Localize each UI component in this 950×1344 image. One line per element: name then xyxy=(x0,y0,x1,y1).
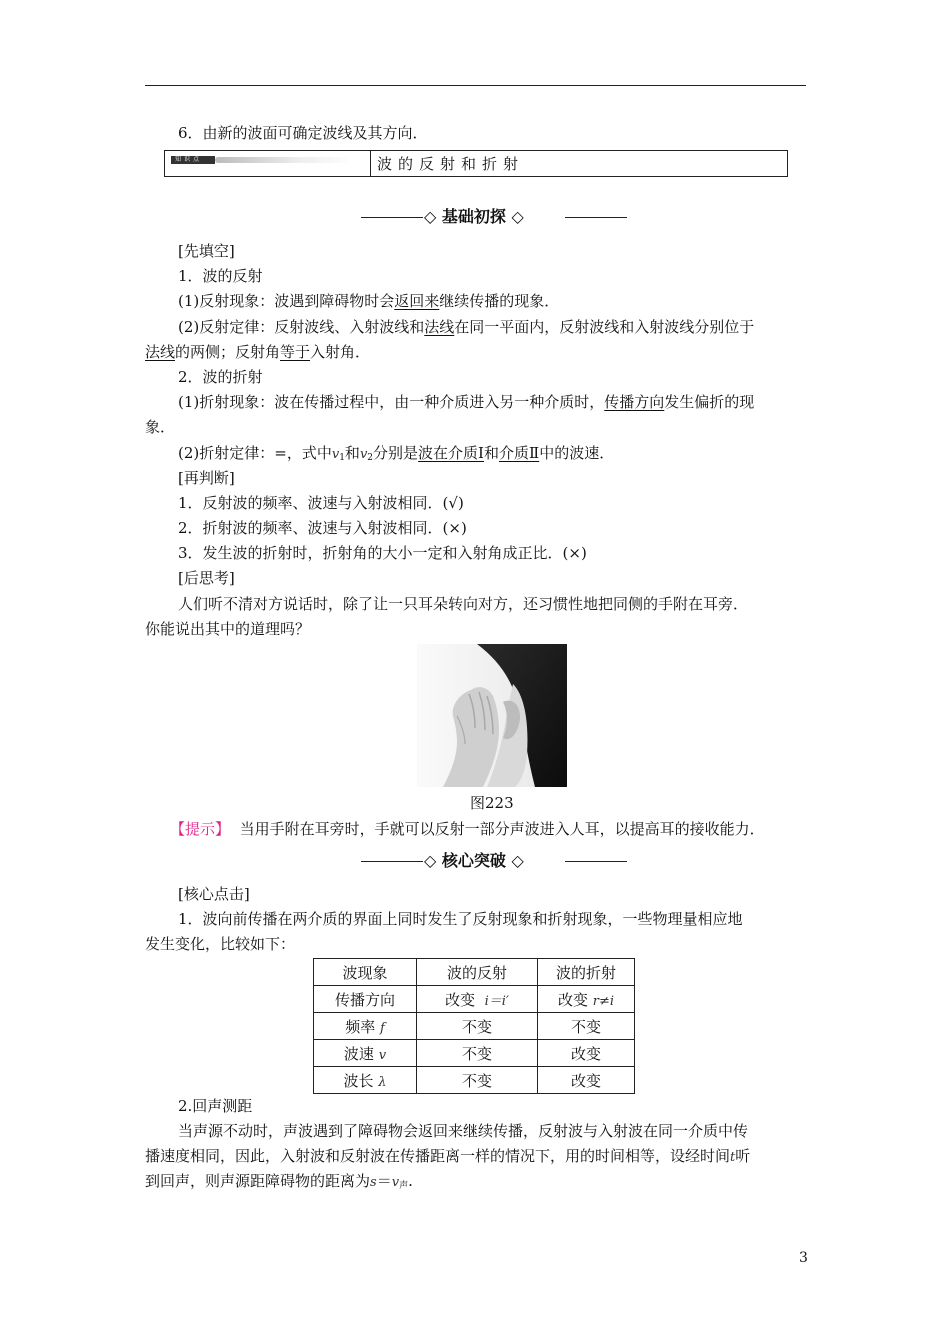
question-line-1: 人们听不清对方说话时，除了让一只耳朵转向对方，还习惯性地把同侧的手附在耳旁． xyxy=(178,595,749,613)
table-row-label: 波长 λ xyxy=(314,1067,417,1094)
section-badge-label: 知识点 xyxy=(175,156,203,163)
section-badge xyxy=(165,151,371,176)
table-cell: 改变 i＝i′ xyxy=(417,986,538,1013)
section-banner xyxy=(164,150,788,177)
core-1b: 发生变化，比较如下： xyxy=(145,935,296,953)
header-rule xyxy=(145,85,806,86)
table-header-cell: 波的折射 xyxy=(538,959,635,986)
item-1-2-cont: 法线的两侧；反射角等于入射角． xyxy=(145,343,371,361)
ear-photo xyxy=(417,644,567,787)
item-2-2: (2)折射定律：=，式中$v_1$和$v_2$分别是波在介质Ⅰ和介质Ⅱ中的波速． xyxy=(178,444,615,463)
table-cell: 改变 xyxy=(538,1067,635,1094)
comparison-table xyxy=(313,958,635,1094)
table-row xyxy=(314,1013,635,1040)
swoosh-decoration xyxy=(215,157,355,163)
heading-rule-right xyxy=(565,861,627,862)
heading-rule-left xyxy=(361,861,423,862)
question-line-2: 你能说出其中的道理吗？ xyxy=(145,620,311,638)
tip-key: 【提示】 xyxy=(170,820,231,838)
section-title: 波的反射和折射 xyxy=(377,155,525,173)
item-2-1-cont: 象． xyxy=(145,418,176,436)
heading-label: ◇ 基础初探 ◇ xyxy=(424,207,524,226)
core-2-line-3: 到回声，则声源距障碍物的距离为$s=v_声$. xyxy=(145,1172,413,1191)
item-1-1: (1)反射现象：波遇到障碍物时会返回来继续传播的现象． xyxy=(178,292,560,310)
core-2-line-2: 播速度相同，因此，入射波和反射波在传播距离一样的情况下，用的时间相等，设经时间t听 xyxy=(145,1147,751,1165)
fill-blank: 法线 xyxy=(424,318,455,336)
judge-3: 3．发生波的折射时，折射角的大小一定和入射角成正比．(×) xyxy=(178,544,587,562)
fill-blank: 波在介质Ⅰ xyxy=(418,444,484,462)
figure-caption: 图223 xyxy=(470,794,514,812)
table-row xyxy=(314,986,635,1013)
page-number: 3 xyxy=(799,1250,808,1266)
table-cell: 不变 xyxy=(417,1067,538,1094)
heading-rule-right xyxy=(565,217,627,218)
heading-hexin xyxy=(361,851,627,871)
table-row-label: 波速 v xyxy=(314,1040,417,1067)
heading-label: ◇ 核心突破 ◇ xyxy=(424,851,524,870)
fill-blank: 等于 xyxy=(280,343,311,361)
tip-line: 【提示】 当用手附在耳旁时，手就可以反射一部分声波进入人耳，以提高耳的接收能力． xyxy=(170,820,765,838)
table-cell: 改变 r≠i xyxy=(538,986,635,1013)
heading-text: 基础初探 xyxy=(441,207,506,226)
item-2-1: (1)折射现象：波在传播过程中，由一种介质进入另一种介质时，传播方向发生偏折的现 xyxy=(178,393,755,411)
fill-blank: 法线 xyxy=(145,343,176,361)
fill-blank: 传播方向 xyxy=(604,393,665,411)
heading-rule-left xyxy=(361,217,423,218)
core-2: 2.回声测距 xyxy=(178,1097,253,1115)
table-row-label: 频率 f xyxy=(314,1013,417,1040)
table-header-cell: 波的反射 xyxy=(417,959,538,986)
fill-blank: 返回来 xyxy=(394,292,440,310)
item-2: 2．波的折射 xyxy=(178,368,263,386)
tag-housikao: [后思考] xyxy=(178,569,235,587)
item-1: 1．波的反射 xyxy=(178,267,263,285)
tag-xiantiankong: [先填空] xyxy=(178,242,235,260)
judge-1: 1．反射波的频率、波速与入射波相同．(√) xyxy=(178,494,464,512)
table-row-label: 传播方向 xyxy=(314,986,417,1013)
tag-hexin: [核心点击] xyxy=(178,885,250,903)
judge-2: 2．折射波的频率、波速与入射波相同．(×) xyxy=(178,519,467,537)
table-cell: 不变 xyxy=(417,1013,538,1040)
item-1-2: (2)反射定律：反射波线、入射波线和法线在同一平面内，反射波线和入射波线分别位于 xyxy=(178,318,755,336)
table-cell: 改变 xyxy=(538,1040,635,1067)
table-cell: 不变 xyxy=(417,1040,538,1067)
core-2-line-1: 当声源不动时，声波遇到了障碍物会返回来继续传播，反射波与入射波在同一介质中传 xyxy=(178,1122,749,1140)
paragraph-6: 6．由新的波面可确定波线及其方向． xyxy=(178,124,428,142)
table-header-cell: 波现象 xyxy=(314,959,417,986)
table-cell: 不变 xyxy=(538,1013,635,1040)
table-row xyxy=(314,1067,635,1094)
heading-text: 核心突破 xyxy=(441,851,506,870)
heading-jichu xyxy=(361,207,627,227)
core-1a: 1．波向前传播在两介质的界面上同时发生了反射现象和折射现象，一些物理量相应地 xyxy=(178,910,743,928)
fill-blank: 介质Ⅱ xyxy=(499,444,540,462)
table-header-row xyxy=(314,959,635,986)
table-row xyxy=(314,1040,635,1067)
tag-zaipanduan: [再判断] xyxy=(178,469,235,487)
